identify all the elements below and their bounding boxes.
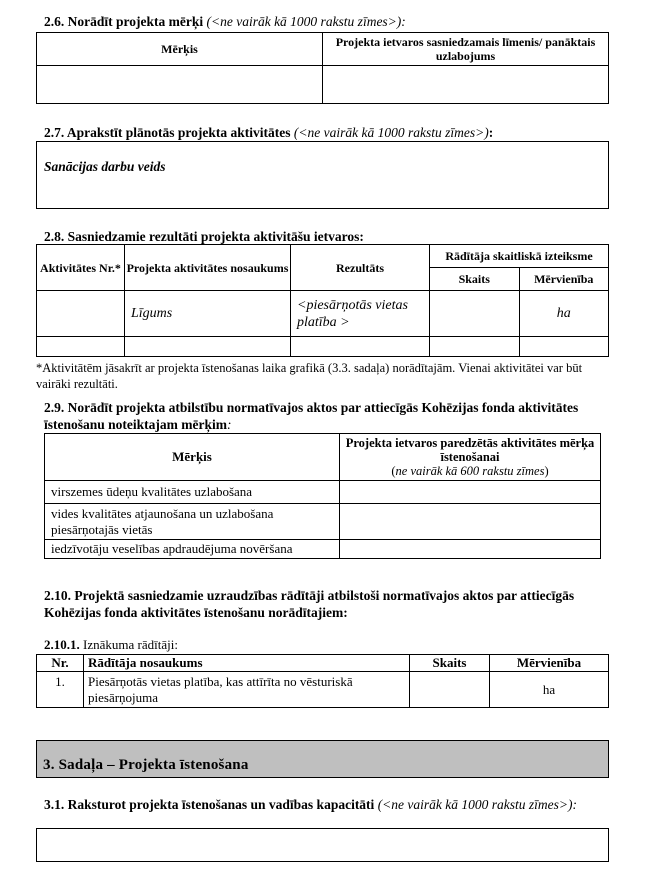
section-3-1-heading: 3.1. Raksturot projekta īstenošanas un vadības kapacitāti (<ne vairāk kā 1000 rakstu zīmes>): bbox=[44, 797, 577, 812]
unit-cell[interactable]: ha bbox=[519, 291, 609, 337]
indicator-unit-cell: ha bbox=[490, 672, 609, 708]
indicator-name-header: Rādītāja nosaukums bbox=[84, 655, 410, 672]
activities-box[interactable] bbox=[36, 141, 609, 209]
section-number: 2.7. bbox=[44, 125, 65, 140]
compliance-goal-cell: iedzīvotāju veselības apdraudējuma novēršana bbox=[45, 540, 340, 559]
indicator-unit-header: Mērvienība bbox=[490, 655, 609, 672]
indicators-table bbox=[36, 654, 609, 708]
indicator-count-cell[interactable] bbox=[410, 672, 490, 708]
indicator-count-header: Skaits bbox=[410, 655, 490, 672]
indicator-nr-header: Nr. bbox=[37, 655, 84, 672]
compliance-table bbox=[44, 433, 601, 559]
compliance-goal-header: Mērķis bbox=[45, 434, 340, 481]
empty-cell[interactable] bbox=[37, 337, 125, 357]
section-2-7-heading: 2.7. Aprakstīt plānotās projekta aktivitātes (<ne vairāk kā 1000 rakstu zīmes>): bbox=[44, 125, 494, 140]
section-2-10-heading: 2.10. Projektā sasniedzamie uzraudzības rādītāji atbilstoši normatīvajos aktos par attiecīgās Kohēzijas fonda aktivitātes īstenošanu norādītajiem: bbox=[44, 588, 575, 620]
section-note: (<ne vairāk kā 1000 rakstu zīmes>): bbox=[206, 14, 406, 29]
activity-name-header: Projekta aktivitātes nosaukums bbox=[125, 245, 291, 291]
result-cell[interactable]: <piesārņotās vietas platība > bbox=[291, 291, 430, 337]
compliance-activity-cell[interactable] bbox=[340, 540, 601, 559]
activity-name-cell[interactable]: Līgums bbox=[125, 291, 291, 337]
compliance-goal-cell: virszemes ūdeņu kvalitātes uzlabošana bbox=[45, 481, 340, 504]
goal-cell[interactable] bbox=[37, 66, 323, 104]
section-3-banner bbox=[36, 740, 609, 778]
section-2-6-heading bbox=[44, 13, 406, 30]
section-number: 2.6. bbox=[44, 14, 65, 29]
level-cell[interactable] bbox=[323, 66, 609, 104]
unit-header: Mērvienība bbox=[519, 268, 609, 291]
activities-content: Sanācijas darbu veids bbox=[44, 159, 166, 174]
empty-cell[interactable] bbox=[291, 337, 430, 357]
section-2-10-1-heading: 2.10.1. Iznākuma rādītāji: bbox=[44, 637, 178, 652]
section-note: (<ne vairāk kā 1000 rakstu zīmes>) bbox=[293, 125, 489, 140]
section-3-title: 3. Sadaļa – Projekta īstenošana bbox=[43, 757, 249, 773]
result-header: Rezultāts bbox=[291, 245, 430, 291]
compliance-activity-cell[interactable] bbox=[340, 504, 601, 540]
count-header: Skaits bbox=[430, 268, 520, 291]
indicator-header: Rādītāja skaitliskā izteiksme bbox=[430, 245, 609, 268]
capacity-box[interactable] bbox=[36, 828, 609, 862]
compliance-activity-cell[interactable] bbox=[340, 481, 601, 504]
activity-nr-cell[interactable] bbox=[37, 291, 125, 337]
count-cell[interactable] bbox=[430, 291, 520, 337]
indicator-nr-cell: 1. bbox=[37, 672, 84, 708]
empty-cell[interactable] bbox=[125, 337, 291, 357]
section-2-8-heading: 2.8. Sasniedzamie rezultāti projekta aktivitāšu ietvaros: bbox=[44, 229, 364, 244]
compliance-goal-cell: vides kvalitātes atjaunošana un uzlabošana piesārņotajās vietās bbox=[45, 504, 340, 540]
results-table bbox=[36, 244, 609, 357]
compliance-activity-header: Projekta ietvaros paredzētās aktivitātes mērķa īstenošanai (ne vairāk kā 600 rakstu zīmes) bbox=[340, 434, 601, 481]
goals-col-header: Mērķis bbox=[37, 33, 323, 66]
activity-nr-header: Aktivitātes Nr.* bbox=[37, 245, 125, 291]
section-title: Aprakstīt plānotās projekta aktivitātes bbox=[66, 125, 291, 140]
results-footnote: *Aktivitātēm jāsakrīt ar projekta īstenošanas laika grafikā (3.3. sadaļa) norādītajām. Vienai aktivitātei var būt vairāki rezultāti. bbox=[36, 361, 583, 391]
empty-cell[interactable] bbox=[430, 337, 520, 357]
section-2-9-heading: 2.9. Norādīt projekta atbilstību normatīvajos aktos par attiecīgās Kohēzijas fonda aktivitātes īstenošanu noteiktajam mērķim: bbox=[44, 400, 579, 432]
section-title: Norādīt projekta mērķi bbox=[67, 14, 204, 29]
indicator-name-cell: Piesārņotās vietas platība, kas attīrīta no vēsturiskā piesārņojuma bbox=[84, 672, 410, 708]
level-col-header: Projekta ietvaros sasniedzamais līmenis/ panāktais uzlabojums bbox=[323, 33, 609, 66]
goals-table bbox=[36, 32, 609, 104]
empty-cell[interactable] bbox=[519, 337, 609, 357]
